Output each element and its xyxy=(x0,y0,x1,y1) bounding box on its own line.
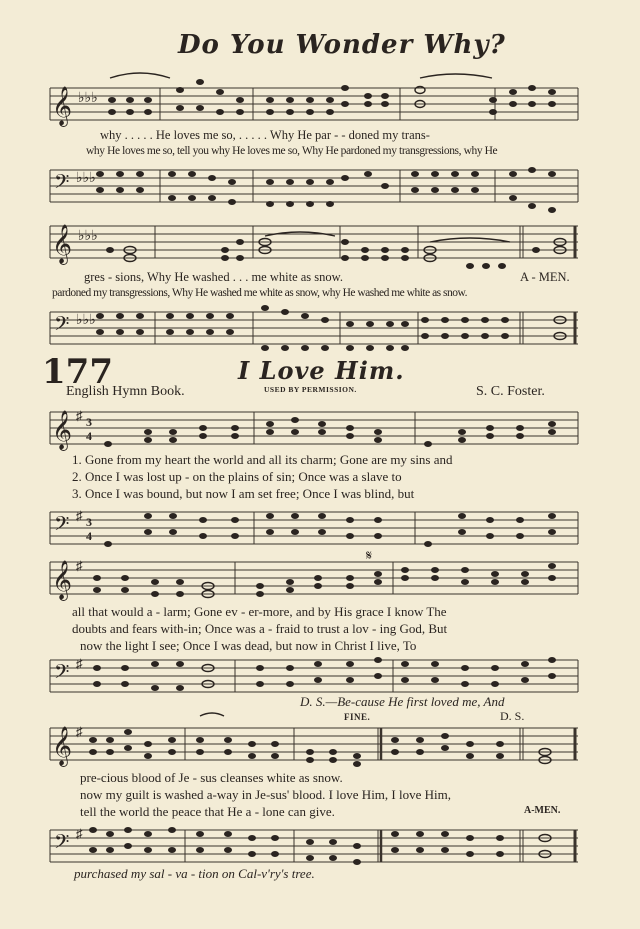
hymn1-line1-lower-lyric: why He loves me so, tell you why He loves me so, Why He pardoned my transgressions, why He xyxy=(86,145,498,157)
hymn2-verse2-line1: 2. Once I was lost up - on the plains of sin; Once was a slave to xyxy=(72,469,402,484)
svg-text:♯: ♯ xyxy=(76,558,83,573)
hymn2-amen: A-MEN. xyxy=(524,805,561,816)
svg-text:𝄞: 𝄞 xyxy=(52,728,73,765)
svg-text:𝄞: 𝄞 xyxy=(52,562,73,599)
svg-text:𝄢: 𝄢 xyxy=(54,172,70,198)
svg-text:♯: ♯ xyxy=(76,826,83,841)
svg-text:𝄞: 𝄞 xyxy=(52,88,73,125)
hymn2-source: English Hymn Book. xyxy=(66,384,185,399)
hymn-number: 177 xyxy=(42,352,113,392)
svg-text:𝄋: 𝄋 xyxy=(366,549,373,564)
hymn2-verse1-line3: pre-cious blood of Je - sus cleanses white as snow. xyxy=(80,770,343,785)
hymn2-verse2-line2: doubts and fears with-in; Once was a - fraid to trust a lov - ing God, But xyxy=(72,621,448,636)
svg-text:♯: ♯ xyxy=(76,724,83,739)
svg-text:♭♭♭: ♭♭♭ xyxy=(78,229,98,244)
hymn1-title: Do You Wonder Why? xyxy=(178,30,506,60)
svg-text:𝄢: 𝄢 xyxy=(54,314,70,340)
permission-note: USED BY PERMISSION. xyxy=(264,385,357,394)
svg-text:♯: ♯ xyxy=(76,408,83,423)
hymn2-system2-treble-staff xyxy=(0,548,640,608)
fine-marker: FINE. xyxy=(344,712,371,722)
svg-text:♯: ♯ xyxy=(76,656,83,671)
hymn2-system3-treble-staff xyxy=(0,714,640,774)
ds-lyric: D. S.—Be-cause He first loved me, And xyxy=(300,694,505,709)
hymn1-amen: A - MEN. xyxy=(520,270,570,284)
svg-text:𝄞: 𝄞 xyxy=(52,412,73,449)
svg-text:3: 3 xyxy=(86,515,92,529)
svg-text:4: 4 xyxy=(86,429,92,443)
svg-text:♯: ♯ xyxy=(76,508,83,523)
svg-text:♭♭♭: ♭♭♭ xyxy=(76,313,96,328)
svg-text:♭♭♭: ♭♭♭ xyxy=(76,171,96,186)
hymn2-verse3-line3: tell the world the peace that He a - lone can give. xyxy=(80,804,335,819)
hymn1-line1-upper-lyric: why . . . . . He loves me so, . . . . . Why He par - - doned my trans- xyxy=(100,128,430,142)
bass-lyric: purchased my sal - va - tion on Cal-v'ry's tree. xyxy=(74,866,315,881)
hymn2-verse1-line2: all that would a - larm; Gone ev - er-more, and by His grace I know The xyxy=(72,604,447,619)
svg-text:𝄞: 𝄞 xyxy=(52,226,73,263)
svg-text:4: 4 xyxy=(86,529,92,543)
hymn2-verse3-line2: now the light I see; Once I was dead, but now in Christ I live, To xyxy=(80,638,417,653)
svg-text:3: 3 xyxy=(86,415,92,429)
hymn1-line2-upper-lyric: gres - sions, Why He washed . . . me white as snow. xyxy=(84,270,343,284)
hymn2-composer: S. C. Foster. xyxy=(476,384,545,399)
hymn2-title: I Love Him. xyxy=(238,356,405,385)
ds-marker: D. S. xyxy=(500,709,525,723)
svg-text:𝄢: 𝄢 xyxy=(54,662,70,688)
svg-text:𝄢: 𝄢 xyxy=(54,832,70,858)
hymn2-verse3-line1: 3. Once I was bound, but now I am set free; Once I was blind, but xyxy=(72,486,415,501)
svg-text:𝄢: 𝄢 xyxy=(54,514,70,540)
hymn2-verse1-line1: 1. Gone from my heart the world and all its charm; Gone are my sins and xyxy=(72,452,453,467)
hymn1-line2-lower-lyric: pardoned my transgressions, Why He washed me white as snow, why He washed me white as snow. xyxy=(52,287,467,299)
hymn2-verse2-line3: now my guilt is washed a-way in Je-sus' blood. I love Him, I love Him, xyxy=(80,787,451,802)
svg-text:♭♭♭: ♭♭♭ xyxy=(78,91,98,106)
